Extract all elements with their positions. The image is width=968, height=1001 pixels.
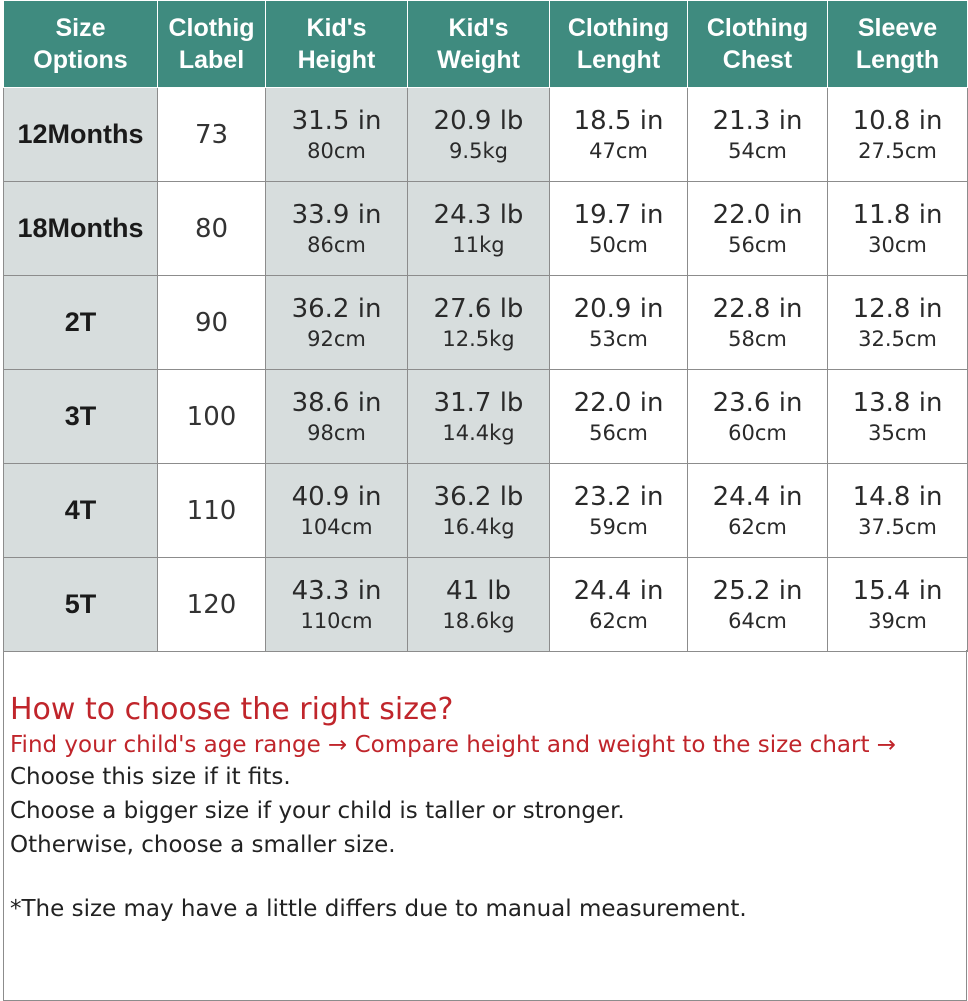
header-size-options: Size Options — [4, 1, 158, 88]
header-clothing-chest: Clothing Chest — [688, 1, 828, 88]
chest-cell: 25.2 in 64cm — [688, 558, 828, 652]
weight-cell: 20.9 lb 9.5kg — [408, 88, 550, 182]
sleeve-cell: 12.8 in 32.5cm — [828, 276, 968, 370]
height-cell: 43.3 in 110cm — [266, 558, 408, 652]
length-cell: 23.2 in 59cm — [550, 464, 688, 558]
table-row — [4, 558, 968, 652]
header-kids-height: Kid's Height — [266, 1, 408, 88]
clothing-label-cell: 90 — [158, 276, 266, 370]
size-guide-line: Otherwise, choose a smaller size. — [10, 832, 396, 858]
chest-cell: 22.8 in 58cm — [688, 276, 828, 370]
table-row — [4, 88, 968, 182]
size-option-cell: 3T — [4, 370, 158, 464]
measurement-footnote: *The size may have a little differs due to manual measurement. — [10, 896, 747, 922]
size-guide-line: Choose a bigger size if your child is taller or stronger. — [10, 798, 625, 824]
weight-cell: 36.2 lb 16.4kg — [408, 464, 550, 558]
size-option-cell: 12Months — [4, 88, 158, 182]
height-cell: 31.5 in 80cm — [266, 88, 408, 182]
size-chart-table — [3, 0, 968, 652]
height-cell: 36.2 in 92cm — [266, 276, 408, 370]
chest-cell: 24.4 in 62cm — [688, 464, 828, 558]
size-option-cell: 2T — [4, 276, 158, 370]
header-clothing-label: Clothig Label — [158, 1, 266, 88]
size-guide-steps: Find your child's age range → Compare height and weight to the size chart → — [10, 732, 897, 758]
header-kids-weight: Kid's Weight — [408, 1, 550, 88]
chest-cell: 21.3 in 54cm — [688, 88, 828, 182]
size-option-cell: 4T — [4, 464, 158, 558]
sleeve-cell: 10.8 in 27.5cm — [828, 88, 968, 182]
size-guide-line: Choose this size if it fits. — [10, 764, 291, 790]
sleeve-cell: 15.4 in 39cm — [828, 558, 968, 652]
length-cell: 19.7 in 50cm — [550, 182, 688, 276]
table-row — [4, 370, 968, 464]
table-row — [4, 464, 968, 558]
weight-cell: 41 lb 18.6kg — [408, 558, 550, 652]
weight-cell: 24.3 lb 11kg — [408, 182, 550, 276]
length-cell: 20.9 in 53cm — [550, 276, 688, 370]
header-clothing-length: Clothing Lenght — [550, 1, 688, 88]
sleeve-cell: 13.8 in 35cm — [828, 370, 968, 464]
size-option-cell: 5T — [4, 558, 158, 652]
weight-cell: 31.7 lb 14.4kg — [408, 370, 550, 464]
size-guide-notes — [3, 650, 967, 1001]
height-cell: 40.9 in 104cm — [266, 464, 408, 558]
size-guide-title: How to choose the right size? — [10, 692, 454, 727]
table-row — [4, 182, 968, 276]
clothing-label-cell: 110 — [158, 464, 266, 558]
chest-cell: 22.0 in 56cm — [688, 182, 828, 276]
clothing-label-cell: 100 — [158, 370, 266, 464]
chest-cell: 23.6 in 60cm — [688, 370, 828, 464]
table-header-row — [4, 1, 968, 88]
header-sleeve-length: Sleeve Length — [828, 1, 968, 88]
sleeve-cell: 11.8 in 30cm — [828, 182, 968, 276]
size-option-cell: 18Months — [4, 182, 158, 276]
height-cell: 38.6 in 98cm — [266, 370, 408, 464]
clothing-label-cell: 80 — [158, 182, 266, 276]
sleeve-cell: 14.8 in 37.5cm — [828, 464, 968, 558]
clothing-label-cell: 73 — [158, 88, 266, 182]
length-cell: 24.4 in 62cm — [550, 558, 688, 652]
length-cell: 22.0 in 56cm — [550, 370, 688, 464]
length-cell: 18.5 in 47cm — [550, 88, 688, 182]
height-cell: 33.9 in 86cm — [266, 182, 408, 276]
table-row — [4, 276, 968, 370]
clothing-label-cell: 120 — [158, 558, 266, 652]
weight-cell: 27.6 lb 12.5kg — [408, 276, 550, 370]
